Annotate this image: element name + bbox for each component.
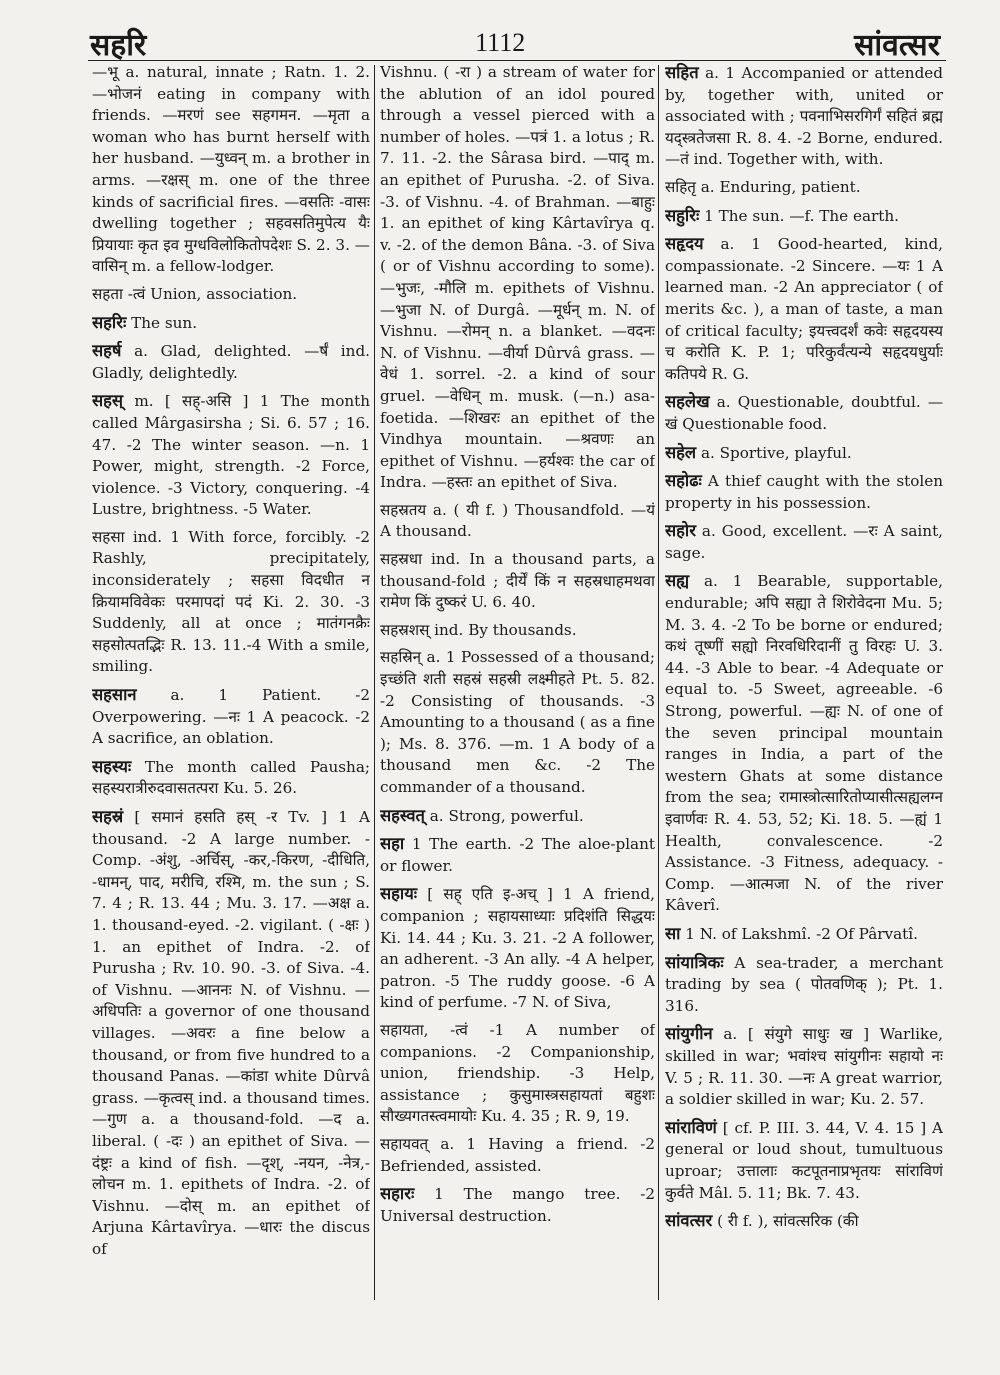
entry-definition: m. [ सह्-असि ] 1 The month called Mârgasirsha ; Si. 6. 57 ; 16. 47. -2 The winter season. —n. 1 Power, might, strength. -2 Force, violence. -3 Victory, conquering. -4 Lustre, brightness. -5 Water. [92, 392, 370, 519]
column-divider-1 [374, 65, 375, 1300]
entry-definition: सहस्रिन् a. 1 Possessed of a thousand; इच्छंति शती सहस्रं सहस्री लक्ष्मीहते Pt. 5. 82. -2 Consisting of thousands. -3 Amounting to a thousand ( as a fine ); Ms. 8. 376. —m. 1 A body of a thousand men &c. -2 The commander of a thousand. [380, 648, 655, 796]
entry-definition: Vishnu. ( -रा ) a stream of water for the ablution of an idol poured through a vessel pierced with a number of holes. —पत्रं 1. a lotus ; R. 7. 11. -2. the Sârasa bird. —पाद् m. an epithet of Purusha. -2. of Siva. -3. of Vishnu. -4. of Brahman. —बाहुः 1. an epithet of king Kârtavîrya q. v. -2. of the demon Bâna. -3. of Siva ( or of Vishnu according to some). —भुजः, -मौलि m. epithets of Vishnu. —भुजा N. of Durgâ. —मूर्धन् m. N. of Vishnu. —रोमन् n. a blanket. —वदनः N. of Vishnu. —वीर्या Dûrvâ grass. —वेधं 1. sorrel. -2. a kind of sour gruel. —वेधिन् m. musk. (—n.) asa-foetida. —शिखरः an epithet of the Vindhya mountain. —श्रवणः an epithet of Vishnu. —हर्यश्वः the car of Indra. —हस्तः an epithet of Siva. [380, 63, 655, 492]
entry-headword: सहोढः [665, 471, 702, 491]
entry-definition: सहस्रधा ind. In a thousand parts, a thousand-fold ; दीर्यें किं न सहस्रधाहमथवा रामेण किं दुष्करं U. 6. 40. [380, 550, 655, 612]
entry-definition: सहितृ a. Enduring, patient. [665, 177, 861, 196]
entry-definition: a. 1 Accompanied or attended by, together with, united or associated with ; पवनाभिसरगिर्गं सहितं ब्रह्म यद्स्त्रतेजसा R. 8. 4. -2 Borne, endured. —तं ind. Together with, with. [665, 64, 943, 169]
entry-headword: सांयुगीन [665, 1024, 713, 1044]
entry-definition: सहायता, -त्वं -1 A number of companions. -2 Companionship, union, friendship. -3 Help, assistance ; कुसुमास्त्रसहायतां बहुशः सौख्यगतस्त्वमायोः Ku. 4. 35 ; R. 9, 19. [380, 1020, 655, 1126]
entry-definition: a. Strong, powerful. [429, 806, 584, 825]
entry-headword: सह्य [665, 571, 690, 591]
entry-definition: —भू a. natural, innate ; Ratn. 1. 2. —भोजनं eating in company with friends. —मरणं see सहगमन. —मृता a woman who has burnt herself with her husband. —युध्वन् m. a brother in arms. —रक्षस् m. one of the three kinds of sacrificial fires. —वसतिः -वासः dwelling together ; सहवसतिमुपेत्य यैः प्रियायाः कृत इव मुग्धविलोकितोपदेशः S. 2. 3. —वासिन् m. a fellow-lodger. [92, 63, 370, 276]
dictionary-entry [665, 952, 943, 1018]
column-divider-2 [658, 65, 659, 1300]
dictionary-entry [665, 205, 943, 228]
entry-definition: 1 The earth. -2 The aloe-plant or flower. [380, 835, 655, 875]
entry-definition: सहायवत् a. 1 Having a friend. -2 Befriended, assisted. [380, 1134, 655, 1175]
dictionary-entry [665, 923, 943, 946]
entry-headword: सहृदय [665, 234, 704, 254]
entry-headword: सहस् [92, 391, 124, 411]
entry-headword: सांराविणं [665, 1117, 717, 1137]
entry-definition: a. Sportive, playful. [700, 443, 852, 462]
entry-definition: 1 N. of Lakshmî. -2 Of Pârvatî. [685, 924, 918, 943]
entry-headword: सा [665, 923, 681, 943]
entry-definition: The sun. [131, 313, 198, 332]
entry-headword: सांयात्रिकः [665, 952, 724, 972]
dictionary-entry [92, 62, 370, 278]
entry-headword: सहोर [665, 521, 696, 541]
entry-headword: सहस्वत् [380, 805, 425, 825]
dictionary-entry [665, 570, 943, 917]
dictionary-entry [380, 1134, 655, 1177]
entry-headword: सांवत्सर [665, 1211, 713, 1231]
entry-definition: [ सह् एति इ-अच् ] 1 A friend, companion ; सहायसाध्याः प्रदिशंति सिद्धयः Ki. 14. 44 ; Ku. 3. 21. -2 A follower, an adherent. -3 An ally. -4 A helper, patron. -5 The ruddy goose. -6 A kind of perfume. -7 N. of Siva, [380, 885, 655, 1012]
dictionary-entry [665, 391, 943, 435]
column-1 [92, 62, 370, 1302]
entry-definition: सहस्रतय a. ( यी f. ) Thousandfold. —यं A thousand. [380, 500, 655, 541]
entry-headword: सहित [665, 63, 699, 82]
entry-definition: सहसा ind. 1 With force, forcibly. -2 Rashly, precipitately, inconsiderately ; सहसा विदधीत न क्रियामविवेकः परमापदां पदं Ki. 2. 30. -3 Suddenly, all at once ; मातंगनक्रैः सहसोत्पतद्भिः R. 13. 11.-4 With a smile, smiling. [92, 527, 370, 676]
dictionary-entry [92, 312, 370, 335]
dictionary-entry [380, 1020, 655, 1128]
right-running-headword: सांवत्सर [854, 27, 940, 63]
entry-headword: सहारः [380, 1184, 415, 1204]
entry-headword: सहलेख [665, 392, 710, 412]
entry-definition: a. Glad, delighted. —र्षं ind. Gladly, delightedly. [92, 342, 370, 382]
entry-definition: A sea-trader, a merchant trading by sea ( पोतवणिक् ); Pt. 1. 316. [665, 953, 943, 1015]
dictionary-entry [665, 1117, 943, 1204]
entry-headword: सहरिः [92, 312, 127, 332]
dictionary-entry [380, 833, 655, 877]
entry-definition: ( री f. ), सांवत्सरिक (की [717, 1212, 859, 1231]
dictionary-entry [380, 62, 655, 494]
entry-definition: a. [ संयुगे साधुः ख ] Warlike, skilled in war; भवांश्च सांयुगीनः सहायो नः V. 5 ; R. 11. 30. —नः A great warrior, a soldier skilled in war; Ku. 2. 57. [665, 1025, 943, 1109]
entry-definition: सहता -त्वं Union, association. [92, 284, 298, 303]
entry-definition: a. Good, excellent. —रः A saint, sage. [665, 522, 943, 562]
dictionary-entry [92, 340, 370, 384]
dictionary-entry [665, 177, 943, 199]
dictionary-entry [380, 620, 655, 642]
dictionary-entry [380, 805, 655, 828]
entry-definition: 1 The mango tree. -2 Universal destruction. [380, 1185, 655, 1225]
dictionary-entry [665, 233, 943, 385]
entry-definition: a. 1 Good-hearted, kind, compassionate. -2 Sincere. —यः 1 A learned man. -2 An appreciator ( of merits &c. ), a man of taste, a man of critical faculty; इयत्त्वदर्शं कवेः सहृदयस्य च करोति K. P. 1; परिकुर्वंत्यन्ये सहृदयधुर्याः कतिपये R. G. [665, 235, 943, 383]
dictionary-entry [665, 1023, 943, 1110]
dictionary-entry [92, 756, 370, 800]
entry-headword: सहस्यः [92, 756, 132, 776]
entry-definition: [ समानं हसति हस् -र Tv. ] 1 A thousand. -2 A large number. -Comp. -अंशु, -अर्चिस्, -कर,-किरण, -दीधिति, -धामन्, पाद, मरीचि, रश्मि, m. the sun ; S. 7. 4 ; R. 13. 44 ; Mu. 3. 17. —अक्ष a. 1. thousand-eyed. -2. vigilant. ( -क्षः ) 1. an epithet of Indra. -2. of Purusha ; Rv. 10. 90. -3. of Siva. -4. of Vishnu. —आननः N. of Vishnu. —अधिपतिः a governor of one thousand villages. —अवरः a fine below a thousand, or from five hundred to a thousand Panas. —कांडा white Dûrvâ grass. —कृत्वस् ind. a thousand times. —गुण a. a thousand-fold. —द a. liberal. ( -दः ) an epithet of Siva. —दंष्ट्रः a kind of fish. —दृश्, -नयन, -नेत्र,-लोचन m. 1. epithets of Indra. -2. of Vishnu. —दोस् m. an epithet of Arjuna Kârtavîrya. —धारः the discus of [92, 808, 370, 1258]
column-3 [665, 62, 943, 1302]
dictionary-entry [380, 500, 655, 543]
dictionary-entry [380, 883, 655, 1014]
entry-headword: सहसान [92, 685, 137, 705]
entry-definition: 1 The sun. —f. The earth. [704, 206, 900, 225]
dictionary-entry [92, 806, 370, 1260]
entry-definition: The month called Pausha; सहस्यरात्रीरुदवासतत्परा Ku. 5. 26. [92, 757, 370, 798]
page-number: 1112 [475, 28, 526, 57]
entry-definition: [ cf. P. III. 3. 44, V. 4. 15 ] A general or loud shout, tumultuous uproar; उत्तालाः कटपूतनाप्रभृतयः सांराविणं कुर्वते Mâl. 5. 11; Bk. 7. 43. [665, 1118, 943, 1202]
entry-definition: सहस्रशस् ind. By thousands. [380, 620, 577, 639]
dictionary-entry [380, 549, 655, 614]
dictionary-entry [380, 647, 655, 798]
entry-headword: सहेल [665, 442, 697, 462]
entry-headword: सहायः [380, 884, 418, 904]
dictionary-entry [92, 527, 370, 678]
dictionary-entry [665, 62, 943, 171]
entry-headword: सहुरिः [665, 205, 700, 225]
entry-definition: a. 1 Patient. -2 Overpowering. —नः 1 A peacock. -2 A sacrifice, an oblation. [92, 686, 370, 748]
dictionary-entry [665, 442, 943, 465]
dictionary-entry [665, 470, 943, 514]
entry-definition: A thief caught with the stolen property in his possession. [665, 472, 943, 512]
entry-definition: a. Questionable, doubtful. —खं Questionable food. [665, 393, 943, 433]
dictionary-entry [92, 390, 370, 521]
dictionary-entry [665, 1210, 943, 1233]
entry-headword: सहा [380, 834, 405, 854]
left-running-headword: सहरि [90, 27, 147, 63]
dictionary-entry [665, 520, 943, 564]
entry-headword: सहर्ष [92, 341, 122, 361]
column-2 [380, 62, 655, 1302]
dictionary-entry [92, 284, 370, 306]
entry-headword: सहस्रं [92, 807, 124, 826]
header-rule [88, 60, 946, 61]
dictionary-entry [92, 684, 370, 750]
dictionary-entry [380, 1183, 655, 1227]
entry-definition: a. 1 Bearable, supportable, endurable; अपि सह्या ते शिरोवेदना Mu. 5; M. 3. 4. -2 To be borne or endured; कथं तूष्णीं सह्यो निरवधिरिदानीं तु विरहः U. 3. 44. -3 Able to bear. -4 Adequate or equal to. -5 Sweet, agreeable. -6 Strong, powerful. —ह्यः N. of one of the seven principal mountain ranges in India, a part of the western Ghats at some distance from the sea; रामास्त्रोत्सारितोप्यासीत्सह्यलग्न इवार्णवः R. 4. 53, 52; Ki. 18. 5. —ह्यं 1 Health, convalescence. -2 Assistance. -3 Fitness, adequacy. -Comp. —आत्मजा N. of the river Kâverî. [665, 572, 943, 915]
